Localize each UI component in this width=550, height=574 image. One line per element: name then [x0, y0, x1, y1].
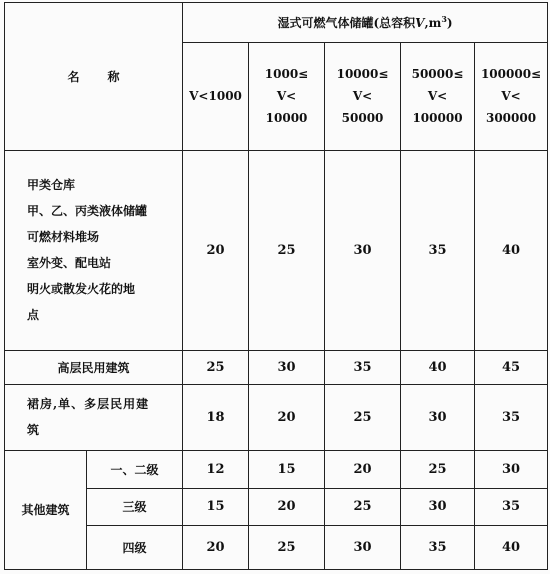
value-cell: 15 [183, 488, 249, 525]
column-header-1 [183, 43, 249, 150]
column-header-5-line1: 100000≤ [480, 67, 542, 82]
table-row [5, 385, 548, 450]
value-cell: 20 [325, 450, 401, 488]
group-header-cell [183, 3, 548, 43]
group-label-cell: 其他建筑 [5, 450, 87, 569]
column-header-5-line3: 300000 [485, 111, 537, 126]
group-header-text: 湿式可燃气体储罐(总容积 [277, 16, 416, 31]
group-header-sup: 3 [441, 14, 447, 25]
spacing-table [4, 2, 548, 570]
value-cell: 30 [401, 385, 475, 450]
value-cell: 40 [401, 351, 475, 385]
sub-label-cell: 一、二级 [87, 450, 183, 488]
value-cell: 25 [183, 351, 249, 385]
value-cell: 35 [475, 385, 548, 450]
row-name-line: 室外变、配电站 [27, 256, 112, 271]
row-name-cell: 高层民用建筑 [5, 351, 183, 385]
column-header-3 [325, 43, 401, 150]
value-cell: 15 [249, 450, 325, 488]
value-cell: 20 [249, 488, 325, 525]
row-name-line: 甲、乙、丙类液体储罐 [27, 204, 148, 219]
table-row [5, 450, 548, 488]
value-cell: 45 [475, 351, 548, 385]
table-row [5, 488, 548, 525]
column-header-4-line1: 50000≤ [411, 67, 464, 82]
value-cell: 40 [475, 150, 548, 351]
row-name-line: 明火或散发火花的地 [27, 282, 136, 297]
table-row [5, 150, 548, 351]
column-header-3-line3: 50000 [341, 111, 384, 126]
group-header-close: ) [446, 16, 453, 31]
value-cell: 25 [325, 385, 401, 450]
column-header-2-line3: 10000 [265, 111, 308, 126]
row-name-cell [5, 385, 183, 450]
value-cell: 25 [249, 525, 325, 569]
value-cell: 35 [401, 525, 475, 569]
column-header-3-line1: 10000≤ [336, 67, 389, 82]
column-header-5 [475, 43, 548, 150]
table-row [5, 351, 548, 385]
row-name-cell [5, 150, 183, 351]
value-cell: 30 [325, 525, 401, 569]
group-header-unit: ,m [424, 16, 442, 31]
table-row [5, 525, 548, 569]
value-cell: 25 [249, 150, 325, 351]
value-cell: 12 [183, 450, 249, 488]
sub-label-cell: 四级 [87, 525, 183, 569]
header-row-group [5, 3, 548, 43]
value-cell: 25 [401, 450, 475, 488]
row-name-line: 可燃材料堆场 [27, 230, 100, 245]
value-cell: 35 [325, 351, 401, 385]
value-cell: 20 [183, 150, 249, 351]
column-header-2-line2: V< [276, 89, 297, 104]
row-name-line: 筑 [27, 423, 41, 438]
column-header-5-line2: V< [501, 89, 521, 104]
value-cell: 25 [325, 488, 401, 525]
column-header-4-line2: V< [427, 89, 448, 104]
value-cell: 30 [475, 450, 548, 488]
column-header-2 [249, 43, 325, 150]
value-cell: 20 [249, 385, 325, 450]
column-header-4-line3: 100000 [412, 111, 463, 126]
sub-label-cell: 三级 [87, 488, 183, 525]
row-name-line: 甲类仓库 [27, 178, 76, 193]
column-header-2-line1: 1000≤ [264, 67, 309, 82]
value-cell: 35 [475, 488, 548, 525]
value-cell: 18 [183, 385, 249, 450]
value-cell: 30 [401, 488, 475, 525]
column-header-4 [401, 43, 475, 150]
group-header-var: V [415, 16, 425, 31]
value-cell: 30 [249, 351, 325, 385]
value-cell: 30 [325, 150, 401, 351]
value-cell: 20 [183, 525, 249, 569]
row-name-line: 点 [27, 308, 40, 323]
name-header: 名称 [67, 69, 148, 84]
column-header-3-line2: V< [352, 89, 373, 104]
row-name-line: 裙房,单、多层民用建 [27, 397, 150, 412]
value-cell: 40 [475, 525, 548, 569]
name-header-cell [5, 3, 183, 151]
value-cell: 35 [401, 150, 475, 351]
column-header-1-line1: V<1000 [189, 89, 242, 104]
